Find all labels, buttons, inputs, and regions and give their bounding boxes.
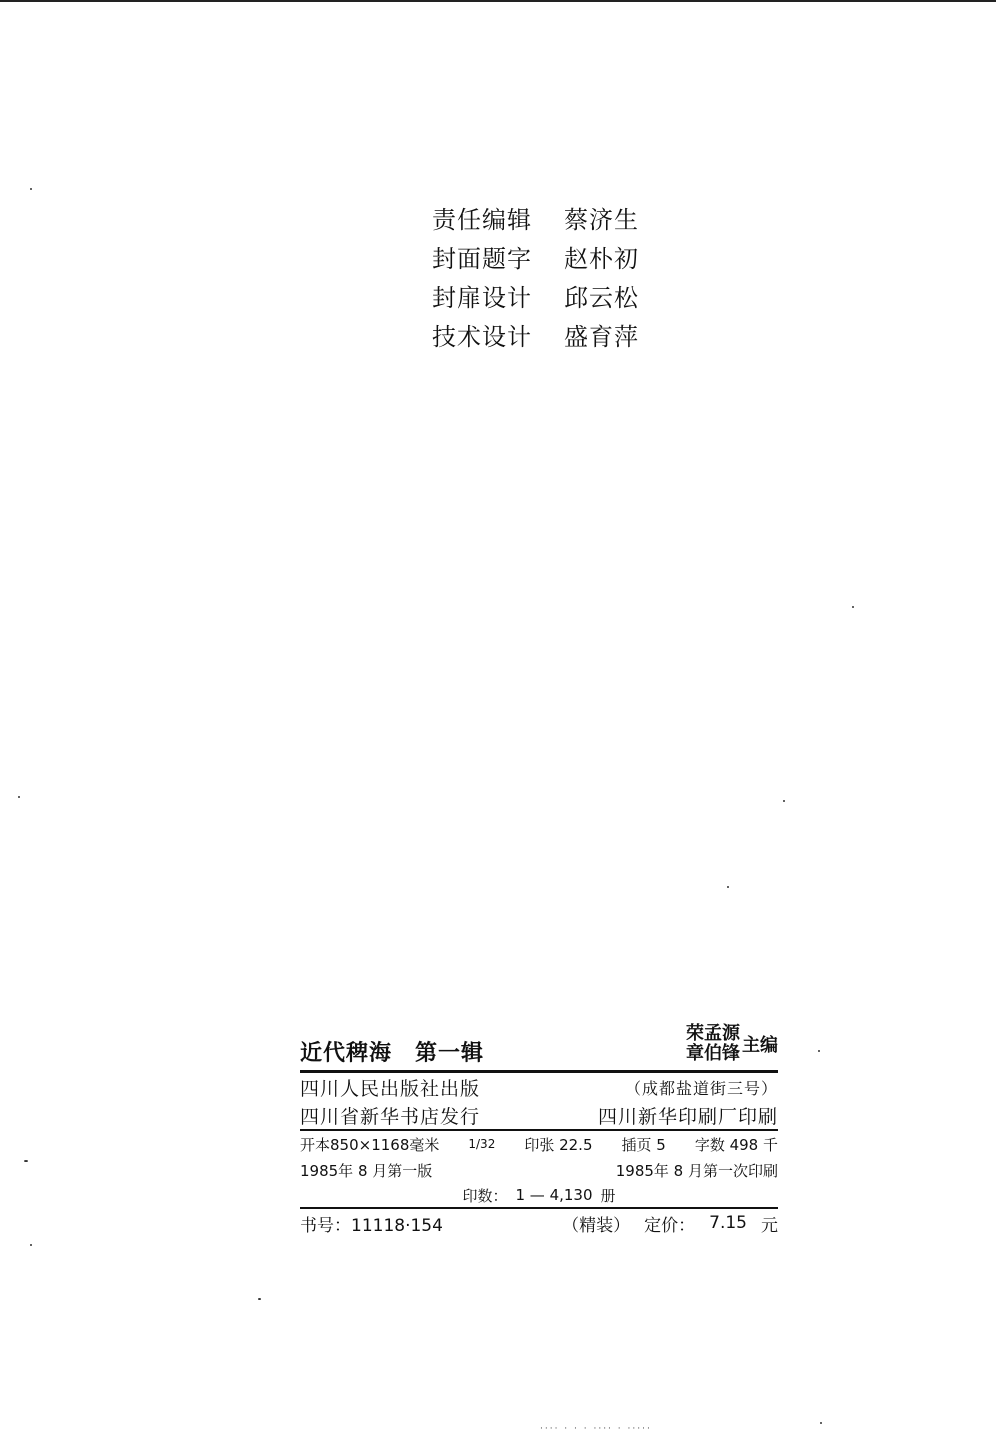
- credit-name: 蔡济生: [564, 206, 639, 234]
- scan-speck: [24, 1160, 28, 1162]
- editors: [686, 1024, 778, 1064]
- format-row: [300, 1131, 778, 1157]
- first-printing: 1985年 8 月第一次印刷: [615, 1161, 778, 1180]
- printer: 四川新华印刷厂印刷: [597, 1105, 778, 1128]
- colophon-header: [300, 1024, 778, 1070]
- top-border-line: [0, 0, 996, 2]
- editor-names: [686, 1024, 740, 1064]
- credit-row: [432, 315, 664, 354]
- plates: 插页 5: [621, 1135, 666, 1154]
- price-value: 7.15: [709, 1213, 747, 1233]
- credit-role: 技术设计: [432, 323, 532, 351]
- editor-name: 荣孟源: [686, 1023, 740, 1044]
- edition-row: [300, 1157, 778, 1183]
- credit-name: 盛育萍: [564, 323, 639, 351]
- credits-block: [432, 198, 664, 354]
- colophon: [300, 1024, 778, 1237]
- word-count: 字数 498 千: [694, 1135, 778, 1154]
- scan-speck: [30, 188, 32, 190]
- credit-role: 封扉设计: [432, 284, 532, 312]
- print-run: 1 — 4,130: [515, 1186, 593, 1204]
- credit-row: [432, 276, 664, 315]
- credit-row: [432, 237, 664, 276]
- scan-speck: [820, 1422, 822, 1424]
- editor-role: 主编: [742, 1035, 778, 1056]
- distribution-row: [300, 1101, 778, 1129]
- credit-name: 赵朴初: [564, 245, 639, 273]
- credit-role: 责任编辑: [432, 206, 532, 234]
- format-fraction: 1/32: [468, 1137, 496, 1151]
- publisher-address: （成都盐道街三号）: [624, 1078, 778, 1098]
- print-run-row: [300, 1183, 778, 1207]
- credit-row: [432, 198, 664, 237]
- distributor: 四川省新华书店发行: [300, 1105, 481, 1128]
- credit-name: 邱云松: [564, 284, 639, 312]
- price-group: [562, 1211, 778, 1236]
- editor-name: 章伯锋: [686, 1043, 740, 1064]
- format: 开本850×1168毫米: [300, 1135, 440, 1154]
- publisher: 四川人民出版社出版: [300, 1077, 481, 1100]
- first-edition: 1985年 8 月第一版: [300, 1161, 433, 1180]
- scan-speck: [30, 1244, 32, 1246]
- scan-speck: [727, 886, 729, 888]
- print-unit: 册: [600, 1186, 616, 1205]
- publisher-row: [300, 1073, 778, 1101]
- binding: （精装）: [562, 1215, 631, 1236]
- scan-speck: [783, 800, 785, 802]
- price-unit: 元: [761, 1215, 778, 1236]
- scan-speck: [258, 1298, 261, 1300]
- credit-role: 封面题字: [432, 245, 532, 273]
- book-title: 近代稗海 第一辑: [300, 1041, 485, 1066]
- book-number-row: [300, 1209, 778, 1237]
- scan-speck: [818, 1050, 820, 1052]
- price-label: 定价：: [644, 1215, 696, 1236]
- book-number: 书号：11118·154: [300, 1215, 443, 1236]
- print-label: 印数：: [462, 1186, 508, 1205]
- sheets: 印张 22.5: [524, 1135, 593, 1154]
- scan-speck: [18, 796, 20, 798]
- scan-speck: [852, 606, 854, 608]
- footer-marks: ···· · · · ···· · ·····: [540, 1424, 652, 1434]
